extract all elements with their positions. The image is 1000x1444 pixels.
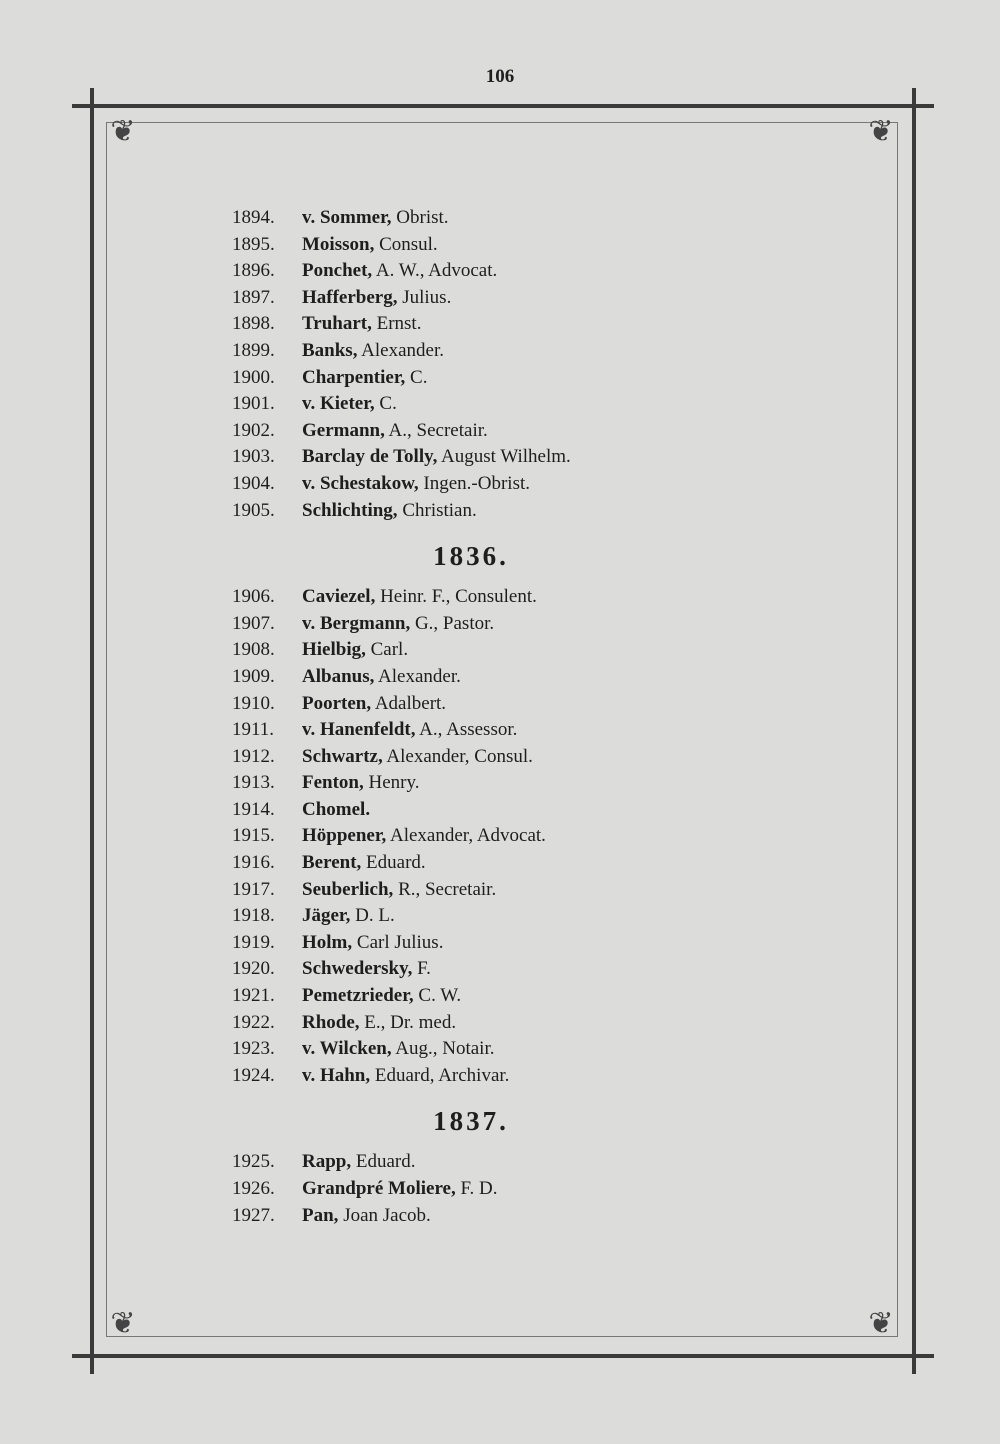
member-details: C.: [374, 393, 397, 415]
member-details: Alexander.: [357, 339, 444, 361]
member-name: v. Schestakow,: [302, 472, 419, 494]
entry-number: 1896.: [232, 260, 275, 282]
member-name: Charpentier,: [302, 366, 406, 388]
member-name: Ponchet,: [302, 260, 373, 282]
entry-number: 1917.: [232, 878, 275, 900]
page-number: 106: [485, 66, 515, 87]
list-item: [232, 744, 692, 771]
member-name: Albanus,: [302, 665, 375, 687]
member-name: Jäger,: [302, 905, 351, 927]
ornament-bottom-left-icon: ❦: [110, 1307, 136, 1340]
member-details: Alexander.: [374, 665, 461, 687]
list-item: [232, 1036, 692, 1063]
member-name: v. Wilcken,: [302, 1038, 392, 1060]
member-details: Carl.: [365, 639, 409, 661]
member-details: F.: [412, 958, 431, 980]
member-details: Obrist.: [391, 207, 449, 228]
list-item: [232, 285, 692, 312]
entry-number: 1926.: [232, 1178, 275, 1199]
entry-number: 1898.: [232, 313, 275, 335]
member-details: Eduard, Archivar.: [370, 1064, 510, 1086]
entry-number: 1894.: [232, 207, 275, 228]
list-item: [232, 338, 692, 365]
member-name: v. Hahn,: [302, 1064, 371, 1086]
entry-number: 1900.: [232, 366, 275, 388]
member-name: Schwedersky,: [302, 958, 413, 980]
member-name: Grandpré Moliere,: [302, 1178, 456, 1199]
member-details: Aug., Notair.: [391, 1038, 495, 1060]
list-item: [232, 691, 692, 718]
member-name: Seuberlich,: [302, 878, 394, 900]
list-item: [232, 391, 692, 418]
member-name: v. Kieter,: [302, 393, 375, 415]
ornament-top-left-icon: ❦: [110, 115, 136, 148]
list-item: [232, 498, 692, 525]
list-item: [232, 1176, 692, 1203]
member-details: A., Secretair.: [384, 419, 488, 441]
list-item: [232, 444, 692, 471]
list-item: [232, 797, 692, 824]
member-details: Carl Julius.: [352, 931, 444, 953]
list-item: [232, 232, 692, 259]
list-item: [232, 365, 692, 392]
member-details: Joan Jacob.: [338, 1204, 431, 1226]
entry-number: 1908.: [232, 639, 275, 661]
list-item: [232, 418, 692, 445]
member-details: Alexander, Advocat.: [386, 825, 546, 847]
member-name: Poorten,: [302, 692, 372, 714]
list-item: [232, 823, 692, 850]
entry-number: 1916.: [232, 852, 275, 874]
list-item: [232, 1203, 692, 1230]
entry-number: 1923.: [232, 1038, 275, 1060]
member-details: Eduard.: [351, 1151, 416, 1173]
entry-number: 1899.: [232, 339, 275, 361]
list-item: [232, 770, 692, 797]
member-details: F. D.: [455, 1178, 498, 1199]
entry-number: 1927.: [232, 1204, 275, 1226]
entry-number: 1920.: [232, 958, 275, 980]
list-item: [232, 956, 692, 983]
member-name: Hielbig,: [302, 639, 366, 661]
member-details: Ernst.: [371, 313, 422, 335]
list-item: [232, 471, 692, 498]
member-name: Pemetzrieder,: [302, 985, 414, 1007]
member-name: Truhart,: [302, 313, 372, 335]
member-details: Heinr. F., Consulent.: [375, 586, 537, 608]
entry-number: 1912.: [232, 745, 275, 767]
ornament-bottom-right-icon: ❦: [868, 1307, 894, 1340]
member-name: Fenton,: [302, 772, 364, 794]
member-details: Eduard.: [361, 852, 426, 874]
list-item: [232, 850, 692, 877]
member-name: Höppener,: [302, 825, 387, 847]
entry-number: 1913.: [232, 772, 275, 794]
entry-number: 1919.: [232, 931, 275, 953]
member-name: v. Hanenfeldt,: [302, 719, 416, 741]
member-name: Schwartz,: [302, 745, 383, 767]
member-name: Banks,: [302, 339, 358, 361]
entry-number: 1921.: [232, 985, 275, 1007]
entry-number: 1909.: [232, 665, 275, 687]
member-name: Germann,: [302, 419, 385, 441]
year-heading: 1837.: [433, 1106, 509, 1137]
entry-number: 1924.: [232, 1064, 275, 1086]
entry-number: 1897.: [232, 286, 275, 308]
entry-number: 1904.: [232, 472, 275, 494]
list-item: [232, 311, 692, 338]
entry-number: 1903.: [232, 446, 275, 468]
list-item: [232, 1063, 692, 1090]
member-name: Pan,: [302, 1204, 339, 1226]
member-details: Henry.: [363, 772, 420, 794]
year-heading: 1836.: [433, 541, 509, 572]
member-details: Christian.: [397, 499, 477, 521]
entry-number: 1922.: [232, 1011, 275, 1033]
entry-number: 1907.: [232, 612, 275, 634]
member-details: C. W.: [413, 985, 462, 1007]
list-item: [232, 637, 692, 664]
entry-number: 1901.: [232, 393, 275, 415]
entry-number: 1918.: [232, 905, 275, 927]
ornament-top-right-icon: ❦: [868, 115, 894, 148]
entry-number: 1902.: [232, 419, 275, 441]
member-name: Barclay de Tolly,: [302, 446, 438, 468]
list-item: [232, 1010, 692, 1037]
member-details: Ingen.-Obrist.: [418, 472, 531, 494]
entry-number: 1910.: [232, 692, 275, 714]
member-details: August Wilhelm.: [437, 446, 571, 468]
list-item: [232, 717, 692, 744]
entry-number: 1915.: [232, 825, 275, 847]
member-name: v. Sommer,: [302, 207, 392, 228]
list-item: [232, 258, 692, 285]
list-item: [232, 983, 692, 1010]
member-list: [232, 205, 692, 1229]
member-details: Adalbert.: [371, 692, 447, 714]
list-item: [232, 1149, 692, 1176]
member-details: Julius.: [397, 286, 452, 308]
member-details: A. W., Advocat.: [372, 260, 498, 282]
list-item: [232, 611, 692, 638]
list-item: [232, 664, 692, 691]
member-name: Rhode,: [302, 1011, 360, 1033]
member-details: A., Assessor.: [415, 719, 518, 741]
list-item: [232, 205, 692, 232]
member-details: Consul.: [374, 233, 438, 255]
list-item: [232, 903, 692, 930]
entry-number: 1911.: [232, 719, 275, 741]
entry-number: 1925.: [232, 1151, 275, 1173]
entry-number: 1895.: [232, 233, 275, 255]
member-name: Moisson,: [302, 233, 375, 255]
entry-number: 1906.: [232, 586, 275, 608]
entry-number: 1914.: [232, 798, 275, 820]
member-name: Chomel.: [302, 798, 371, 820]
member-details: G., Pastor.: [410, 612, 495, 634]
member-details: R., Secretair.: [393, 878, 497, 900]
member-details: E., Dr. med.: [359, 1011, 457, 1033]
member-name: v. Bergmann,: [302, 612, 411, 634]
member-name: Caviezel,: [302, 586, 376, 608]
entry-number: 1905.: [232, 499, 275, 521]
member-name: Schlichting,: [302, 499, 398, 521]
member-name: Rapp,: [302, 1151, 352, 1173]
list-item: [232, 584, 692, 611]
list-item: [232, 930, 692, 957]
member-name: Holm,: [302, 931, 353, 953]
member-details: C.: [405, 366, 428, 388]
member-name: Berent,: [302, 852, 362, 874]
list-item: [232, 877, 692, 904]
member-details: Alexander, Consul.: [382, 745, 533, 767]
member-details: D. L.: [350, 905, 395, 927]
member-name: Hafferberg,: [302, 286, 398, 308]
